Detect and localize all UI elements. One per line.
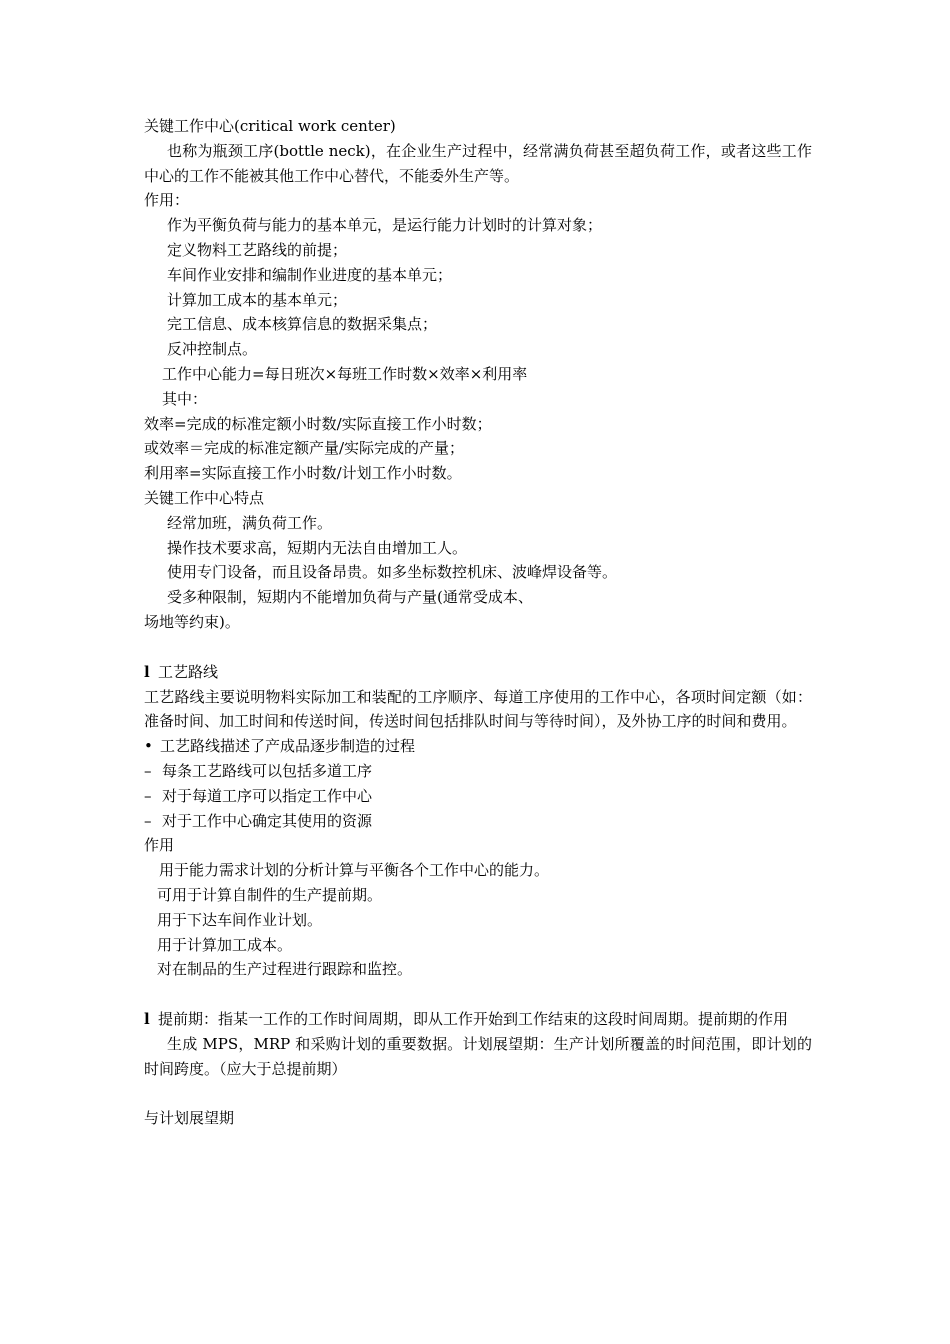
routing-sub-point: [144, 784, 812, 809]
role-item: 完工信息、成本核算信息的数据采集点；: [167, 315, 438, 334]
routing-description: 工艺路线主要说明物料实际加工和装配的工序顺序、每道工序使用的工作中心，各项时间定额（如：准备时间、加工时间和传送时间，传送时间包括排队时间与等待时间），及外协工序的时间和费用。: [144, 687, 812, 731]
features-heading: 关键工作中心特点: [144, 488, 265, 507]
routing-sub-point: [144, 809, 812, 834]
role-item: 反冲控制点。: [167, 340, 258, 359]
list-marker: l: [144, 662, 150, 681]
section-title-routing: [144, 660, 812, 685]
formula-line: 利用率=实际直接工作小时数/计划工作小时数。: [144, 464, 462, 483]
formula-line: 效率=完成的标准定额小时数/实际直接工作小时数；: [144, 414, 492, 433]
routing-role-item: 可用于计算自制件的生产提前期。: [157, 885, 383, 904]
role-item: 定义物料工艺路线的前提；: [167, 240, 348, 259]
routing-role-heading: 作用: [144, 836, 175, 855]
dash-icon: –: [144, 811, 152, 830]
dash-icon: –: [144, 786, 152, 805]
spacer: [144, 635, 812, 660]
routing-role-item: 对在制品的生产过程进行跟踪和监控。: [157, 960, 413, 979]
where-label: 其中：: [162, 389, 208, 408]
feature-item: 使用专门设备，而且设备昂贵。如多坐标数控机床、波峰焊设备等。: [167, 563, 618, 582]
section-title-critical-work-center: 关键工作中心(critical work center): [144, 117, 396, 135]
feature-item: 操作技术要求高，短期内无法自由增加工人。: [167, 538, 468, 557]
role-item: 车间作业安排和编制作业进度的基本单元；: [167, 265, 453, 284]
spacer: [144, 1081, 812, 1106]
feature-item: 受多种限制，短期内不能增加负荷与产量(通常受成本、: [167, 588, 533, 607]
routing-role-item: 用于计算加工成本。: [157, 935, 293, 954]
routing-bullet-text: 工艺路线描述了产成品逐步制造的过程: [160, 737, 416, 756]
routing-sub-point-text: 对于工作中心确定其使用的资源: [162, 811, 373, 830]
feature-item: 经常加班，满负荷工作。: [167, 513, 333, 532]
routing-role-item: 用于下达车间作业计划。: [157, 910, 323, 929]
formula-line: 或效率＝完成的标准定额产量/实际完成的产量；: [144, 439, 465, 458]
feature-item-continuation: 场地等约束)。: [144, 612, 240, 631]
routing-sub-point: [144, 759, 812, 784]
bullet-dot-icon: •: [144, 737, 153, 756]
routing-title-text: 工艺路线: [158, 662, 219, 681]
dash-icon: –: [144, 761, 152, 780]
role-item: 作为平衡负荷与能力的基本单元，是运行能力计划时的计算对象；: [167, 216, 603, 235]
lead-time-paragraph: [144, 1007, 812, 1032]
role-item: 计算加工成本的基本单元；: [167, 290, 348, 309]
routing-sub-point-text: 每条工艺路线可以包括多道工序: [162, 761, 373, 780]
lead-time-usage: 生成 MPS，MRP 和采购计划的重要数据。计划展望期：生产计划所覆盖的时间范围，即计划的时间跨度。（应大于总提前期）: [144, 1034, 812, 1078]
routing-role-item: 用于能力需求计划的分析计算与平衡各个工作中心的能力。: [159, 861, 550, 880]
list-marker: l: [144, 1010, 150, 1029]
role-heading: 作用：: [144, 191, 190, 210]
planning-horizon-heading: 与计划展望期: [144, 1109, 235, 1128]
document-page: [144, 114, 812, 1131]
routing-bullet: [144, 734, 812, 759]
routing-sub-point-text: 对于每道工序可以指定工作中心: [162, 786, 373, 805]
critical-work-center-definition: 也称为瓶颈工序(bottle neck)，在企业生产过程中，经常满负荷甚至超负荷工作，或者这些工作中心的工作不能被其他工作中心替代，不能委外生产等。: [144, 141, 812, 185]
capacity-formula: 工作中心能力=每日班次×每班工作时数×效率×利用率: [162, 364, 528, 383]
spacer: [144, 982, 812, 1007]
lead-time-text: 提前期：指某一工作的工作时间周期，即从工作开始到工作结束的这段时间周期。提前期的作用: [158, 1010, 789, 1029]
